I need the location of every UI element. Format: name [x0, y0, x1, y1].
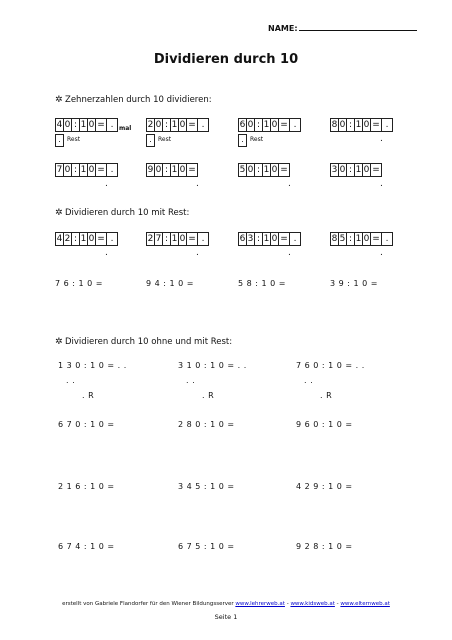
equation: 9 4 : 1 0 = [146, 279, 194, 288]
digit-cell: 1 [171, 120, 178, 130]
section-3-heading: ✲ Dividieren durch 10 ohne und mit Rest: [55, 337, 233, 347]
answer-dot: . [288, 179, 291, 189]
digit-cell: 1 [80, 120, 87, 130]
digit-cell: 0 [271, 120, 278, 130]
digit-cells [146, 232, 209, 246]
digit-cells [55, 163, 118, 177]
task-box-group [238, 232, 301, 261]
equation: 6 7 0 : 1 0 = [58, 420, 115, 429]
task-box-group [146, 163, 199, 192]
digit-cell: 0 [271, 234, 278, 244]
digit-cell: . [197, 232, 209, 246]
digit-cell: = [186, 163, 198, 177]
answer-dot: . [196, 179, 199, 189]
link-lehrerweb[interactable]: www.lehrerweb.at [235, 601, 285, 607]
digit-cell: 7 [155, 234, 162, 244]
digit-cell: 0 [64, 165, 71, 175]
equation: 2 8 0 : 1 0 = [178, 420, 235, 429]
name-field [268, 22, 417, 33]
answer-row [330, 248, 393, 261]
answer-dot: . [380, 179, 383, 189]
digit-cell: 2 [147, 120, 154, 130]
digit-cell: : [71, 232, 80, 246]
digit-cell: 1 [80, 234, 87, 244]
digit-cell: 0 [179, 234, 186, 244]
equation: 2 1 6 : 1 0 = [58, 482, 115, 491]
digit-cell: = [278, 232, 290, 246]
digit-cell: 0 [179, 120, 186, 130]
rest-line: . R [202, 391, 215, 400]
digit-cell: : [71, 163, 80, 177]
digit-cell: = [186, 232, 198, 246]
equation: 5 8 : 1 0 = [238, 279, 286, 288]
digit-cell: . [381, 232, 393, 246]
digit-cell: 2 [147, 234, 154, 244]
digit-cell: = [370, 118, 382, 132]
digit-cell: 1 [171, 234, 178, 244]
digit-cells [55, 232, 118, 246]
digit-cell: 2 [64, 234, 71, 244]
digit-cell: 0 [363, 120, 370, 130]
section-1-heading: ✲ Zehnerzahlen durch 10 dividieren: [55, 95, 212, 105]
mal-label: mal [119, 125, 132, 132]
digit-cell: 0 [247, 165, 254, 175]
digit-cell: : [162, 163, 171, 177]
digit-cell: = [278, 163, 290, 177]
digit-cell: = [370, 232, 382, 246]
answer-row [146, 134, 209, 147]
digit-cells [330, 118, 393, 132]
page-number: Seite 1 [214, 613, 238, 621]
equation: 6 7 4 : 1 0 = [58, 542, 115, 551]
task-box-group [330, 118, 393, 147]
digit-cell: 0 [155, 120, 162, 130]
answer-row [55, 134, 131, 147]
answer-box: . [146, 134, 155, 147]
task-box-group [146, 118, 209, 147]
equation: 3 9 : 1 0 = [330, 279, 378, 288]
digit-cells [55, 118, 131, 132]
answer-dots: . . [66, 376, 76, 385]
task-box-group [238, 163, 291, 192]
digit-cell: : [346, 163, 355, 177]
answer-row [238, 248, 301, 261]
digit-cell: : [162, 232, 171, 246]
rest-label: Rest [250, 136, 264, 143]
task-box-group [238, 118, 301, 147]
answer-dot: . [380, 134, 383, 144]
digit-cell: 5 [239, 165, 246, 175]
star-icon: ✲ [55, 208, 63, 218]
digit-cell: 1 [355, 234, 362, 244]
digit-cell: . [197, 118, 209, 132]
digit-cell: : [71, 118, 80, 132]
equation: 9 2 8 : 1 0 = [296, 542, 353, 551]
digit-cell: : [346, 118, 355, 132]
digit-cell: 8 [331, 120, 338, 130]
digit-cell: 6 [239, 234, 246, 244]
answer-dot: . [288, 248, 291, 258]
digit-cell: = [95, 232, 107, 246]
digit-cell: = [95, 118, 107, 132]
digit-cell: 3 [331, 165, 338, 175]
digit-cell: 0 [363, 165, 370, 175]
name-label: NAME: [268, 24, 298, 33]
page-title: Dividieren durch 10 [153, 52, 299, 67]
digit-cell: 0 [179, 165, 186, 175]
digit-cell: 0 [88, 120, 95, 130]
equation: 3 1 0 : 1 0 = . . [178, 361, 247, 370]
digit-cell: 0 [363, 234, 370, 244]
star-icon: ✲ [55, 337, 63, 347]
digit-cell: : [346, 232, 355, 246]
answer-row [238, 179, 291, 192]
digit-cells [330, 163, 383, 177]
digit-cell: . [289, 232, 301, 246]
digit-cell: 5 [339, 234, 346, 244]
digit-cell: 0 [271, 165, 278, 175]
equation: 6 7 5 : 1 0 = [178, 542, 235, 551]
digit-cells [146, 163, 199, 177]
digit-cell: 4 [56, 234, 63, 244]
task-box-group [146, 232, 209, 261]
answer-dot: . [380, 248, 383, 258]
digit-cell: : [254, 232, 263, 246]
equation: 7 6 : 1 0 = [55, 279, 103, 288]
equation: 4 2 9 : 1 0 = [296, 482, 353, 491]
answer-row [55, 248, 118, 261]
digit-cell: 0 [247, 120, 254, 130]
digit-cell: 9 [147, 165, 154, 175]
digit-cell: . [289, 118, 301, 132]
answer-row [238, 134, 301, 147]
answer-dots: . . [304, 376, 314, 385]
digit-cell: : [162, 118, 171, 132]
equation: 3 4 5 : 1 0 = [178, 482, 235, 491]
equation: 1 3 0 : 1 0 = . . [58, 361, 127, 370]
digit-cell: 1 [263, 234, 270, 244]
task-box-group [330, 163, 383, 192]
digit-cell: . [106, 163, 118, 177]
digit-cells [238, 118, 301, 132]
digit-cell: 0 [88, 165, 95, 175]
digit-cell: 0 [88, 234, 95, 244]
answer-dot: . [105, 248, 108, 258]
digit-cell: 1 [263, 165, 270, 175]
digit-cells [146, 118, 209, 132]
digit-cell: 0 [339, 120, 346, 130]
digit-cell: . [381, 118, 393, 132]
answer-row [146, 179, 199, 192]
digit-cell: = [278, 118, 290, 132]
digit-cell: = [95, 163, 107, 177]
digit-cell: = [370, 163, 382, 177]
digit-cell: 0 [155, 165, 162, 175]
digit-cell: . [106, 232, 118, 246]
digit-cell: 3 [247, 234, 254, 244]
answer-box: . [238, 134, 247, 147]
digit-cells [330, 232, 393, 246]
digit-cell: 6 [239, 120, 246, 130]
digit-cells [238, 163, 291, 177]
task-box-group [330, 232, 393, 261]
footer: erstellt von Gabriele Flandorfer für den Wiener Bildungsserver www.lehrerweb.at - www.kidsweb.at - www.elternweb.at [62, 601, 390, 607]
digit-cell: 0 [339, 165, 346, 175]
answer-row [330, 134, 393, 147]
digit-cell: . [106, 118, 118, 132]
digit-cell: 4 [56, 120, 63, 130]
answer-row [146, 248, 209, 261]
digit-cell: 0 [64, 120, 71, 130]
answer-dot: . [196, 248, 199, 258]
digit-cell: 1 [80, 165, 87, 175]
answer-dot: . [105, 179, 108, 189]
digit-cell: = [186, 118, 198, 132]
answer-row [55, 179, 118, 192]
digit-cell: : [254, 163, 263, 177]
digit-cell: 1 [263, 120, 270, 130]
link-kidsweb[interactable]: www.kidsweb.at [290, 601, 335, 607]
digit-cell: 7 [56, 165, 63, 175]
digit-cell: 1 [355, 120, 362, 130]
section-2-heading: ✲ Dividieren durch 10 mit Rest: [55, 208, 190, 218]
rest-line: . R [82, 391, 95, 400]
rest-label: Rest [67, 136, 81, 143]
task-box-group [55, 232, 118, 261]
equation: 7 6 0 : 1 0 = . . [296, 361, 365, 370]
task-box-group [55, 163, 118, 192]
link-elternweb[interactable]: www.elternweb.at [340, 601, 390, 607]
digit-cells [238, 232, 301, 246]
answer-row [330, 179, 383, 192]
equation: 9 6 0 : 1 0 = [296, 420, 353, 429]
digit-cell: 1 [171, 165, 178, 175]
task-box-group [55, 118, 131, 147]
digit-cell: 8 [331, 234, 338, 244]
digit-cell: 1 [355, 165, 362, 175]
digit-cell: : [254, 118, 263, 132]
name-line [299, 22, 417, 31]
rest-line: . R [320, 391, 333, 400]
answer-box: . [55, 134, 64, 147]
rest-label: Rest [158, 136, 172, 143]
star-icon: ✲ [55, 95, 63, 105]
answer-dots: . . [186, 376, 196, 385]
